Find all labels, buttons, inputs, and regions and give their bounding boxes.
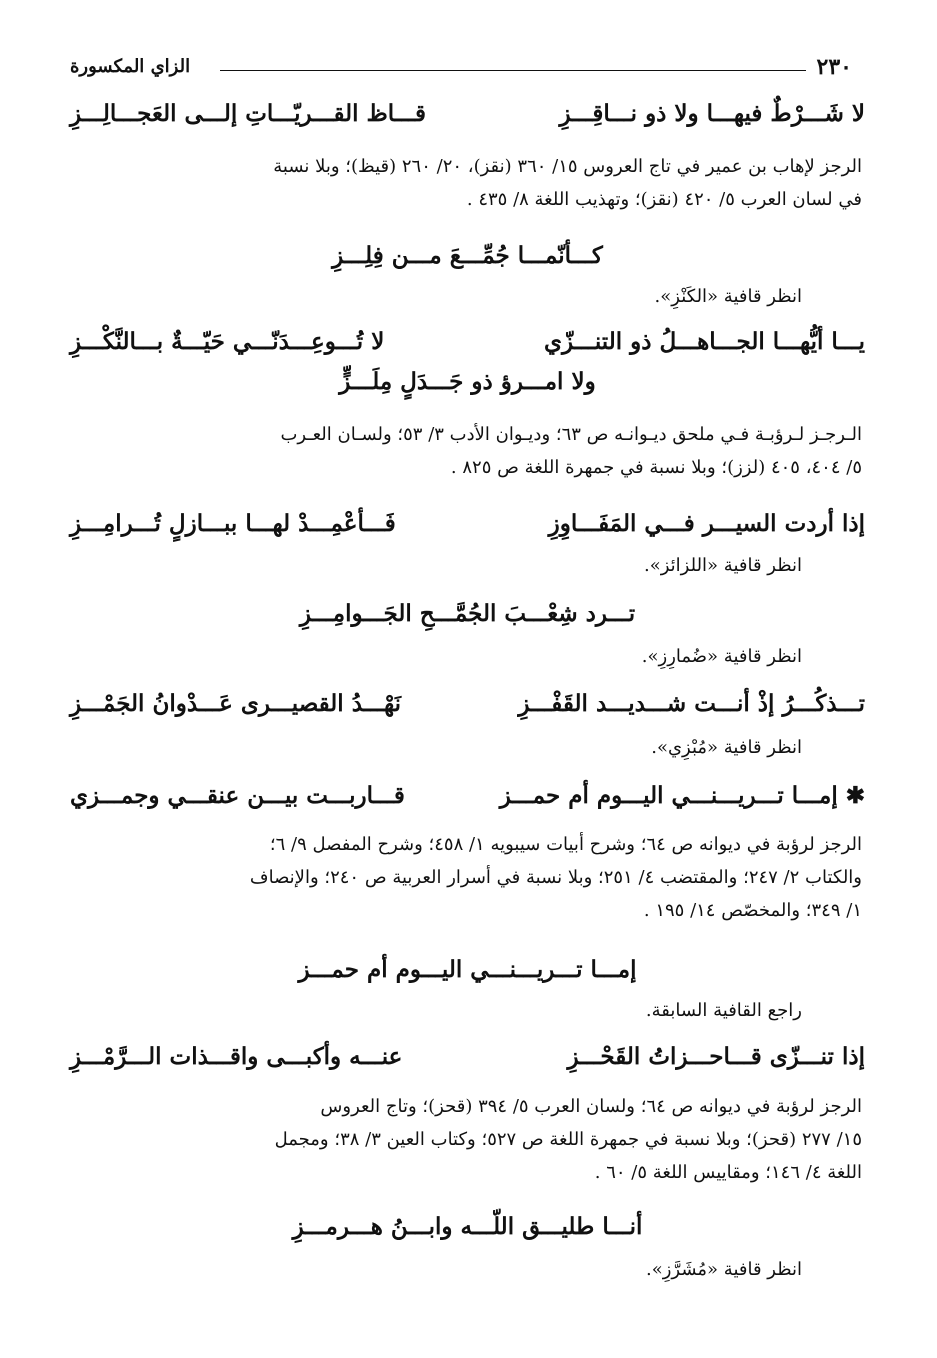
cross-reference: انظر قافية «مُشَرَّزِ».: [646, 1259, 802, 1280]
page-header: [70, 54, 852, 84]
verse-first-hemistich: يـــا أيُّهـــا الجـــاهـــلُ ذو التنـــزّي: [543, 328, 865, 355]
cross-reference: انظر قافية «ضُمارِزِ».: [641, 646, 802, 667]
cross-reference: انظر قافية «الكَنْزِ».: [654, 286, 802, 307]
verse-line: [70, 1043, 865, 1083]
verse-line-centered: [70, 242, 865, 282]
verse-first-hemistich: تـــذكُـــرُ إذْ أنـــت شـــديـــد القَفْـــزِ: [518, 690, 865, 717]
verse-second-hemistich: قـــاربـــت بيـــن عنقـــي وجمـــزي: [70, 782, 405, 809]
verse-first-hemistich: لا شَـــرْطٌ فيهـــا ولا ذو نـــاقِـــزِ: [559, 100, 865, 127]
cross-reference: راجع القافية السابقة.: [645, 1000, 802, 1021]
verse-continuation: [70, 368, 865, 408]
verse-second-hemistich: قـــاظ القـــريّـــاتِ إلـــى العَجـــالِـــزِ: [70, 100, 426, 127]
source-note: [72, 828, 862, 927]
verse-line: [70, 328, 865, 368]
note-line: الرجز لرؤبة في ديوانه ص ٦٤؛ ولسان العرب ٥/ ٣٩٤ (قحز)؛ وتاج العروس: [320, 1096, 862, 1117]
verse-second-hemistich: نَهْـــدُ القصيـــرى عَـــدْوانُ الجَمْـــزِ: [70, 690, 401, 717]
verse-line: [70, 100, 865, 140]
verse-line-centered: [70, 956, 865, 996]
source-note: [72, 1090, 862, 1189]
verse-text: ولا امـــرؤ ذو جَـــدَلٍ مِلَـــزٍّ: [339, 368, 596, 395]
verse-first-hemistich: إذا أردت السيـــر فـــي المَفَـــاوِزِ: [548, 510, 865, 537]
verse-line: [70, 690, 865, 730]
verse-second-hemistich: عنـــه وأكبـــى واقـــذات الـــرَّمْـــزِ: [70, 1043, 403, 1070]
note-line: ٥/ ٤٠٤، ٤٠٥ (لزز)؛ وبلا نسبة في جمهرة اللغة ص ٨٢٥ .: [450, 457, 862, 478]
note-line: اللغة ٤/ ١٤٦؛ ومقاييس اللغة ٥/ ٦٠ .: [594, 1162, 862, 1183]
page-number: ٢٣٠: [816, 54, 852, 80]
verse-line-centered: [70, 1213, 865, 1253]
verse-first-hemistich: ✱ إمـــا تـــريـــنـــي اليـــوم أم حمـــز: [499, 782, 865, 809]
verse-second-hemistich: لا تُـــوعِـــدَنّـــي حَيّـــةٌ بـــالنَّكْـــزِ: [70, 328, 385, 355]
verse-text: إمـــا تـــريـــنـــي اليـــوم أم حمـــز: [298, 956, 637, 983]
verse-second-hemistich: فَـــأعْمِـــدْ لهـــا ببـــازلٍ تُـــرامِـــزِ: [70, 510, 396, 537]
note-line: ١٥/ ٢٧٧ (قحز)؛ وبلا نسبة في جمهرة اللغة ص ٥٢٧؛ وكتاب العين ٣/ ٣٨؛ ومجمل: [274, 1129, 862, 1150]
verse-first-hemistich: إذا تنـــزّى قـــاحـــزاتُ القَحْـــزِ: [567, 1043, 865, 1070]
cross-reference: انظر قافية «اللزائز».: [644, 555, 802, 576]
source-note: [72, 150, 862, 216]
note-line: ١/ ٣٤٩؛ والمخصّص ١٤/ ١٩٥ .: [643, 900, 862, 921]
note-line: الرجز لإهاب بن عمير في تاج العروس ١٥/ ٣٦٠ (نقز)، ٢٠/ ٢٦٠ (قيظ)؛ وبلا نسبة: [273, 156, 862, 177]
header-rule: [220, 70, 806, 71]
cross-reference: انظر قافية «مُبْزِي».: [651, 737, 802, 758]
note-line: في لسان العرب ٥/ ٤٢٠ (نقز)؛ وتهذيب اللغة ٨/ ٤٣٥ .: [466, 189, 862, 210]
source-note: [72, 418, 862, 484]
note-line: الرجز لرؤبة في ديوانه ص ٦٤؛ وشرح أبيات سيبويه ١/ ٤٥٨؛ وشرح المفصل ٩/ ٦؛: [269, 834, 862, 855]
verse-text: أنـــا طليـــق اللّـــه وابـــنُ هـــرمـــزِ: [292, 1213, 643, 1240]
verse-line-centered: [70, 600, 865, 640]
note-line: والكتاب ٢/ ٢٤٧؛ والمقتضب ٤/ ٢٥١؛ وبلا نسبة في أسرار العربية ص ٢٤٠؛ والإنصاف: [249, 867, 862, 888]
verse-line: [70, 782, 865, 822]
verse-text: كـــأنّمـــا جُمِّـــعَ مـــن فِلِـــزِ: [332, 242, 603, 269]
verse-line: [70, 510, 865, 550]
verse-text: تـــرد شِعْـــبَ الجُمَّـــحِ الجَـــوامِـــزِ: [299, 600, 636, 627]
note-line: الـرجـز لـرؤبـة فـي ملحق ديـوانـه ص ٦٣؛ وديـوان الأدب ٣/ ٥٣؛ ولسـان العـرب: [280, 424, 862, 445]
running-title: الزاي المكسورة: [70, 56, 191, 77]
